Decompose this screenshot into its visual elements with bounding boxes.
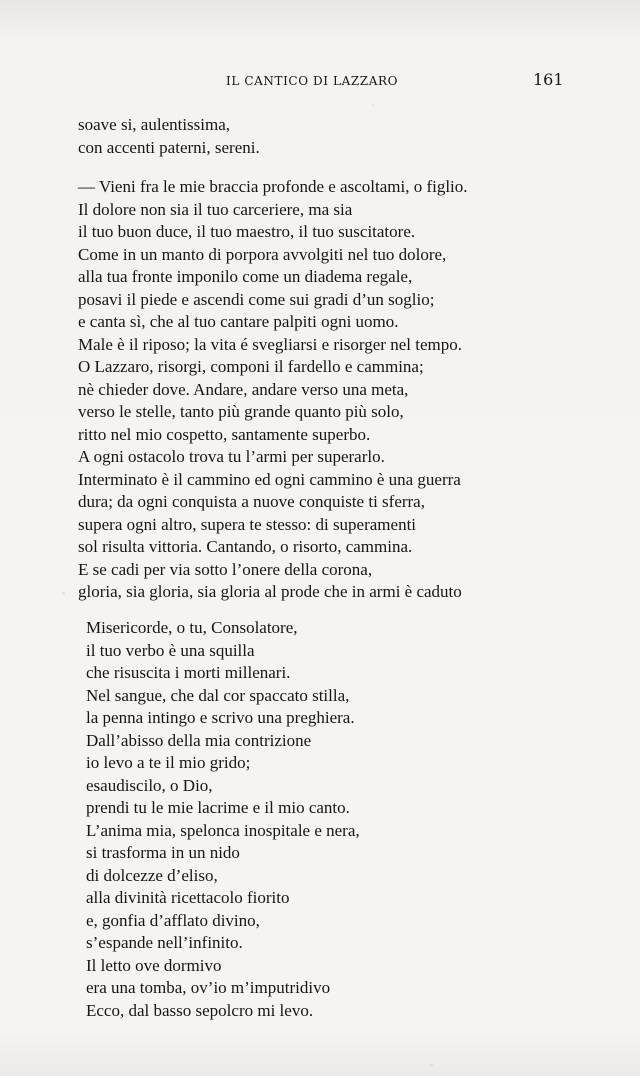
stanza-2 [78,176,468,604]
verse-line: Dall’abisso della mia contrizione [86,730,312,750]
verse-line: la penna intingo e scrivo una preghiera. [86,708,355,727]
verse-line: ritto nel mio cospetto, santamente superbo. [78,424,371,444]
stanza-1 [78,114,260,159]
verse-line: supera ogni altro, supera te stesso: di superamenti [78,514,417,534]
verse-line: Interminato è il cammino ed ogni cammino è una guerra [78,469,461,489]
verse-line: nè chieder dove. Andare, andare verso una meta, [78,379,409,399]
verse-line: verso le stelle, tanto più grande quanto più solo, [78,402,404,421]
verse-line: Nel sangue, che dal cor spaccato stilla, [86,685,350,705]
verse-line: L’anima mia, spelonca inospitale e nera, [86,820,360,840]
verse-line: e canta sì, che al tuo cantare palpiti ogni uomo. [78,312,399,331]
verse-line: posavi il piede e ascendi come sui gradi d’un soglio; [78,289,435,309]
verse-line: dura; da ogni conquista a nuove conquiste ti sferra, [78,492,425,511]
stanza-3 [86,617,360,1022]
verse-line: Il letto ove dormivo [86,955,222,975]
verse-line: Male è il riposo; la vita é svegliarsi e risorger nel tempo. [78,334,462,354]
verse-line: Ecco, dal basso sepolcro mi levo. [86,1000,314,1020]
verse-line: con accenti paterni, sereni. [78,137,260,157]
scan-speck [62,592,65,595]
page-header [0,70,640,94]
verse-line: il tuo verbo è una squilla [86,640,255,660]
verse-line: soave si, aulentissima, [78,115,231,134]
verse-line: che risuscita i morti millenari. [86,663,291,682]
verse-line: prendi tu le mie lacrime e il mio canto. [86,798,350,817]
page-number: 161 [533,70,564,89]
verse-line: Il dolore non sia il tuo carceriere, ma sia [78,199,353,219]
verse-line: era una tomba, ov’io m’imputridivo [86,978,331,997]
verse-line: s’espande nell’infinito. [86,933,243,952]
verse-line: E se cadi per via sotto l’onere della corona, [78,559,373,579]
verse-line: — Vieni fra le mie braccia profonde e ascoltami, o figlio. [78,177,468,196]
verse-line: Misericorde, o tu, Consolatore, [86,618,298,637]
verse-line: esaudiscilo, o Dio, [86,775,213,795]
verse-line: si trasforma in un nido [86,843,240,862]
verse-line: sol risulta vittoria. Cantando, o risorto, cammina. [78,537,413,556]
verse-line: O Lazzaro, risorgi, componi il fardello e cammina; [78,357,424,376]
verse-line: alla tua fronte imponilo come un diadema regale, [78,267,413,286]
scan-speck [430,1064,433,1066]
verse-line: io levo a te il mio grido; [86,753,251,772]
verse-line: il tuo buon duce, il tuo maestro, il tuo suscitatore. [78,222,416,241]
running-title: IL CANTICO DI LAZZARO [226,74,399,88]
verse-line: gloria, sia gloria, sia gloria al prode che in armi è caduto [78,582,462,601]
verse-line: di dolcezze d’eliso, [86,865,218,885]
scan-speck [372,104,374,106]
verse-line: e, gonfia d’afflato divino, [86,910,260,930]
verse-line: alla divinità ricettacolo fiorito [86,888,290,907]
verse-line: A ogni ostacolo trova tu l’armi per superarlo. [78,447,385,466]
verse-line: Come in un manto di porpora avvolgiti nel tuo dolore, [78,244,447,264]
